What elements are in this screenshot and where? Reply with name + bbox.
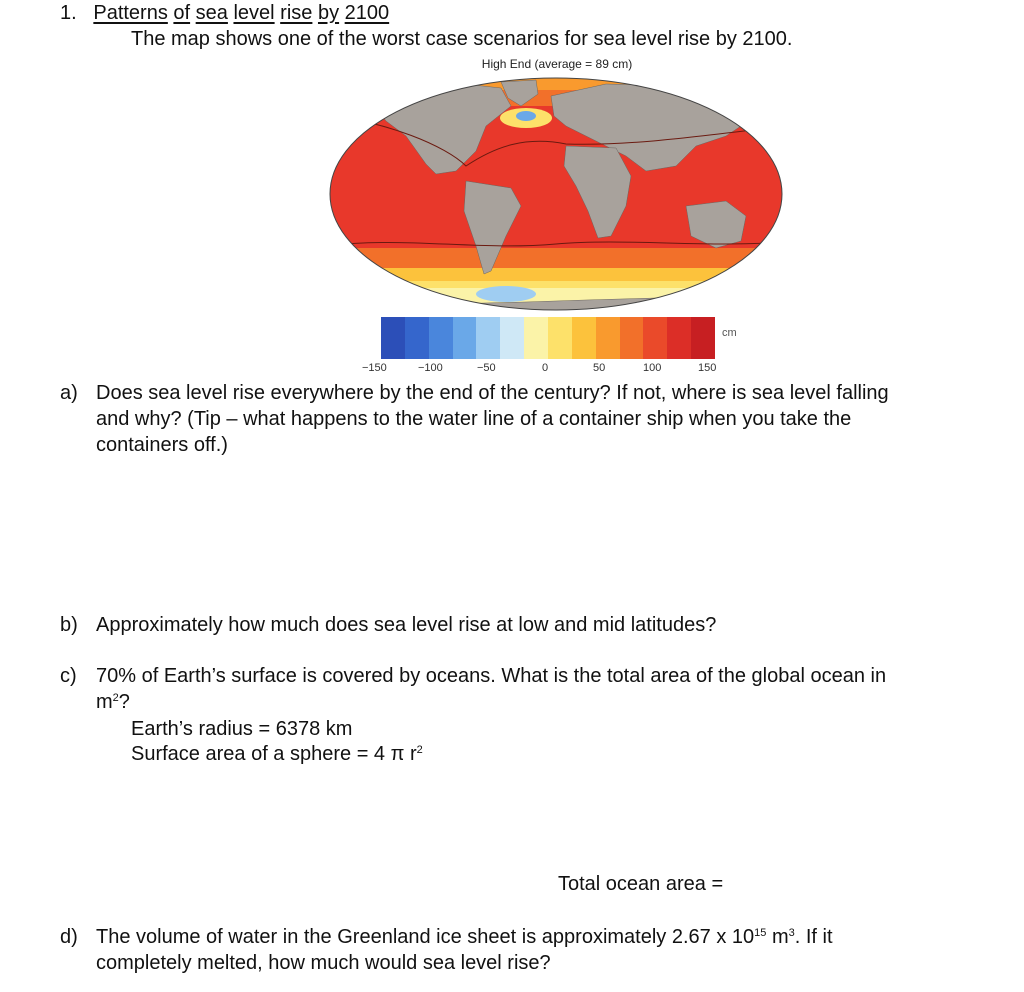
question-c-text [96,663,886,715]
colorbar-swatch [620,317,644,359]
question-d-text [96,924,833,976]
colorbar-swatch [548,317,572,359]
colorbar-swatch [500,317,524,359]
colorbar-swatch [476,317,500,359]
heading-word: 2100 [344,2,390,24]
colorbar-tick: 150 [698,362,717,374]
colorbar-tick: 0 [542,362,549,374]
answer-label: Total ocean area = [558,873,724,895]
colorbar-swatch [572,317,596,359]
question-d-letter: d) [60,926,78,948]
question-c-letter: c) [60,665,77,687]
colorbar-tick: −50 [477,362,496,374]
colorbar-swatch [405,317,429,359]
colorbar-tick: 100 [643,362,662,374]
colorbar-tick: −150 [362,362,387,374]
map-title: High End (average = 89 cm) [481,57,633,71]
colorbar [381,317,715,359]
colorbar-unit: cm [722,327,737,339]
question-d-line: The volume of water in the Greenland ice sheet is approximately 2.67 x $10^{15}$ $m^3$. If it [96,926,833,948]
question-c-unit: $m^2$? [96,691,130,713]
question-a-line: containers off.) [96,434,228,456]
colorbar-swatch [524,317,548,359]
question-a-line: and why? (Tip – what happens to the water line of a container ship when you take the [96,408,852,430]
earth-radius: Earth’s radius = 6378 km [131,718,353,740]
heading-word: Patterns [93,2,168,24]
colorbar-swatch [453,317,477,359]
colorbar-swatch [691,317,715,359]
question-a-line: Does sea level rise everywhere by the end of the century? If not, where is sea level falling [96,382,889,404]
question-d-line: completely melted, how much would sea level rise? [96,952,551,974]
question-a-letter: a) [60,382,78,404]
colorbar-tick: 50 [593,362,606,374]
colorbar-swatch [667,317,691,359]
colorbar-swatch [596,317,620,359]
colorbar-swatch [429,317,453,359]
section-heading [60,0,389,26]
intro-text: The map shows one of the worst case scenarios for sea level rise by 2100. [131,28,793,50]
colorbar-tick: −100 [418,362,443,374]
sea-level-map [326,76,786,312]
heading-word: rise [280,2,313,24]
heading-word: level [233,2,275,24]
heading-word: sea [195,2,228,24]
question-b-text: Approximately how much does sea level rise at low and mid latitudes? [96,614,717,636]
question-b-letter: b) [60,614,78,636]
question-a-text [96,380,889,458]
question-c-line: 70% of Earth’s surface is covered by oceans. What is the total area of the global ocean in [96,665,887,687]
heading-word: of [173,2,191,24]
sphere-formula: Surface area of a sphere = 4 π $r^2$ [131,743,423,765]
heading-number: 1. [60,2,77,24]
colorbar-swatch [643,317,667,359]
colorbar-swatch [381,317,405,359]
heading-word: by [317,2,340,24]
